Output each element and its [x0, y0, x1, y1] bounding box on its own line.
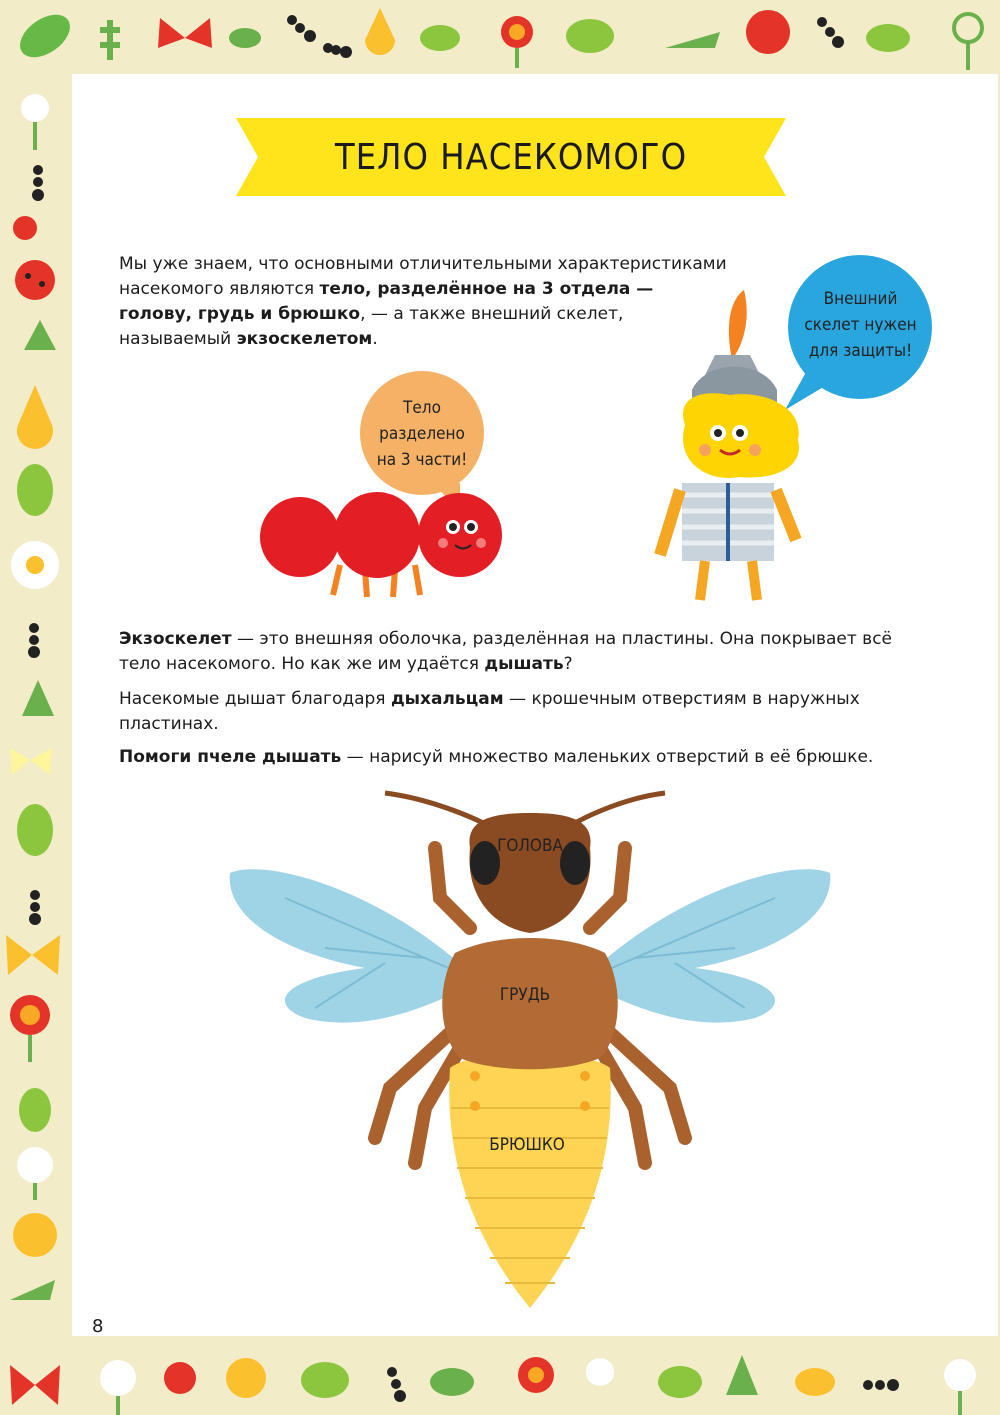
ant-bubble-text	[362, 395, 482, 473]
spiracles-text: Насекомые дышат благодаря	[119, 689, 391, 709]
knight-bubble-line: Внешний	[823, 289, 898, 309]
intro-bold-exoskeleton: экзоскелетом	[236, 329, 373, 349]
ladybug-icon	[13, 216, 37, 240]
drop-character-icon	[365, 8, 395, 55]
spiracles-paragraph	[119, 687, 879, 737]
exoskeleton-paragraph	[119, 627, 909, 677]
butterfly-icon	[6, 935, 60, 975]
border-top-row	[12, 6, 982, 70]
umbel-icon	[586, 1358, 614, 1386]
exoskeleton-text: ?	[563, 654, 573, 674]
feather-icon	[729, 290, 747, 360]
leaf-icon	[430, 1368, 474, 1396]
daisy-icon	[11, 541, 59, 589]
breathe-term: дышать	[484, 654, 564, 674]
ant-bubble-line: на 3 части!	[376, 450, 468, 470]
ant-icon	[387, 1367, 406, 1402]
beetle-icon	[566, 19, 614, 53]
knight-bubble-text	[788, 286, 933, 364]
butterfly-icon	[158, 18, 212, 48]
page-number: 8	[92, 1316, 104, 1337]
exoskeleton-text: — это внешняя оболочка, разделённая на пластины. Она покрывает всё тело насекомого. Но как же им удаётся	[119, 629, 892, 674]
drop-character-icon	[17, 385, 53, 449]
beetle-icon	[658, 1366, 702, 1398]
beetle-icon	[420, 25, 460, 51]
ant-icon	[32, 165, 44, 201]
intro-text: , — а также внешний скелет, называемый	[119, 304, 624, 349]
ladybug-icon	[15, 260, 55, 300]
ant-icon	[29, 890, 41, 925]
intro-text: .	[372, 329, 378, 349]
beetle-icon	[17, 804, 53, 856]
ladybug-icon	[164, 1362, 196, 1394]
umbel-icon	[21, 94, 49, 150]
ant-icon	[323, 43, 352, 58]
spiracles-term: дыхальцам	[390, 689, 504, 709]
exoskeleton-term: Экзоскелет	[119, 629, 232, 649]
spiracles-text: — крошечным отверстиям в наружных пластинах.	[119, 689, 860, 734]
bee-head-label: ГОЛОВА	[497, 836, 563, 856]
task-paragraph	[119, 745, 899, 770]
umbel-icon	[100, 1360, 136, 1415]
knight-bubble-line: скелет нужен	[804, 315, 917, 335]
leaf-icon	[229, 28, 261, 48]
beetle-icon	[866, 24, 910, 52]
border-left-column	[6, 94, 60, 1300]
blob-character-icon	[13, 1213, 57, 1257]
leaf-icon	[726, 1355, 758, 1395]
task-bold: Помоги пчеле дышать	[119, 747, 342, 767]
butterfly-icon	[10, 748, 52, 775]
flower-icon	[518, 1357, 554, 1393]
intro-text: Мы уже знаем, что основными отличительными характеристиками насекомого являются	[119, 254, 727, 299]
leaf-icon	[22, 680, 54, 716]
umbel-icon	[17, 1147, 53, 1200]
umbel-icon	[954, 14, 982, 70]
bee-abdomen	[449, 1053, 610, 1308]
flower-icon	[10, 995, 50, 1062]
ant-bubble-line: разделено	[379, 424, 465, 444]
bee-abdomen-label: БРЮШКО	[489, 1135, 565, 1155]
leaf-icon	[12, 6, 77, 66]
umbel-icon	[944, 1359, 976, 1415]
page-title: ТЕЛО НАСЕКОМОГО	[334, 136, 688, 178]
blob-character-icon	[226, 1358, 266, 1398]
ant-icon	[863, 1379, 899, 1391]
beetle-icon	[19, 1088, 51, 1132]
task-text: — нарисуй множество маленьких отверстий в её брюшке.	[341, 747, 874, 767]
ant-icon	[28, 623, 40, 658]
umbel-icon	[100, 20, 120, 60]
butterfly-icon	[10, 1365, 60, 1405]
beetle-icon	[301, 1362, 349, 1398]
ant-bubble-line: Тело	[403, 398, 441, 418]
flower-icon	[501, 16, 533, 68]
bee-illustration	[225, 788, 835, 1313]
intro-bold-body-parts: тело, разделённое на 3 отдела — голову, грудь и брюшко	[119, 279, 654, 324]
beetle-icon	[795, 1368, 835, 1396]
grasshopper-icon	[665, 32, 720, 48]
beetle-icon	[17, 464, 53, 516]
border-bottom-row	[10, 1355, 976, 1415]
leaf-icon	[24, 320, 56, 350]
bee-thorax-label: ГРУДЬ	[499, 985, 551, 1005]
ant-icon	[287, 15, 316, 42]
knight-bubble-line: для защиты!	[808, 341, 913, 361]
ant-icon	[817, 17, 844, 48]
grasshopper-icon	[10, 1280, 55, 1300]
ant-head	[418, 493, 502, 577]
blob-character-icon	[746, 10, 790, 54]
